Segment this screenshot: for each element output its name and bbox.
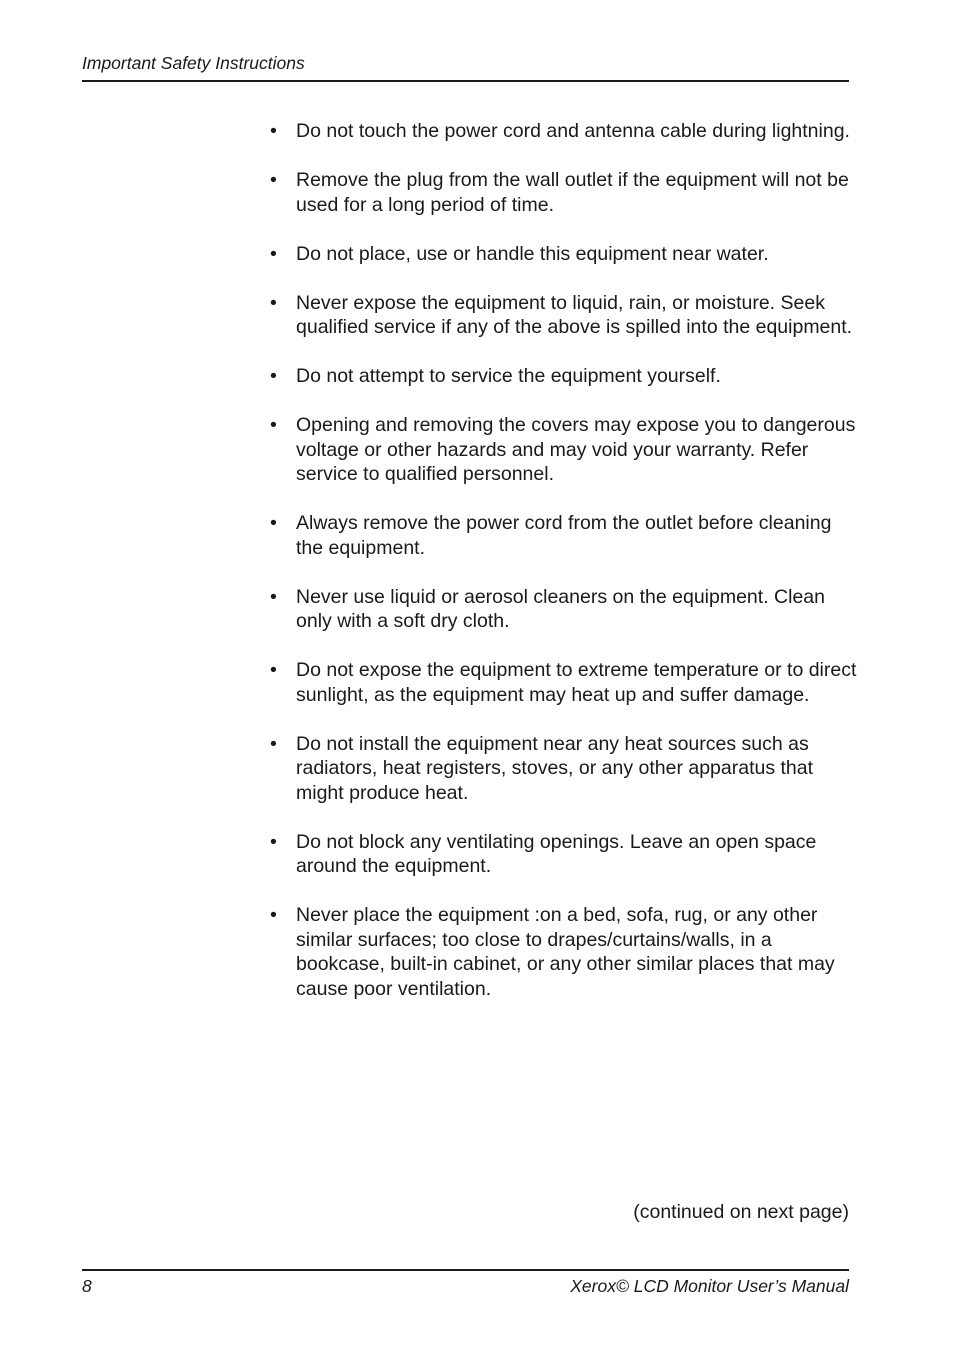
list-item [270, 658, 860, 707]
list-item [270, 168, 860, 217]
instruction-text: Always remove the power cord from the outlet before cleaning the equipment. [296, 512, 832, 559]
footer-rule [82, 1269, 849, 1271]
list-item [270, 585, 860, 634]
continued-note: (continued on next page) [633, 1201, 849, 1223]
bullet-icon: • [270, 585, 277, 608]
instruction-text: Never place the equipment :on a bed, sofa, rug, or any other similar surfaces; too close to drapes/curtains/walls, in a bookcase, built-in cabinet, or any other similar places that may cause poor ventilation. [296, 904, 835, 1000]
list-item [270, 364, 860, 389]
bullet-icon: • [270, 242, 277, 265]
instruction-text: Never expose the equipment to liquid, rain, or moisture. Seek qualified service if any of the above is spilled into the equipment. [296, 291, 853, 338]
list-item [270, 413, 860, 487]
page-number: 8 [82, 1276, 92, 1296]
header-rule [82, 80, 849, 82]
bullet-icon: • [270, 904, 277, 926]
safety-instructions-list [270, 119, 860, 1026]
instruction-text: Do not block any ventilating openings. Leave an open space around the equipment. [296, 830, 817, 877]
list-item [270, 119, 860, 144]
bullet-icon: • [270, 830, 277, 853]
list-item [270, 903, 860, 1001]
bullet-icon: • [270, 732, 277, 755]
instruction-text: Do not attempt to service the equipment yourself. [296, 365, 721, 387]
bullet-icon: • [270, 169, 277, 191]
list-item [270, 511, 860, 560]
bullet-icon: • [270, 291, 277, 314]
instruction-text: Do not expose the equipment to extreme temperature or to direct sunlight, as the equipment may heat up and suffer damage. [296, 659, 857, 706]
running-header-title: Important Safety Instructions [82, 53, 305, 73]
bullet-icon: • [270, 512, 277, 534]
bullet-icon: • [270, 120, 277, 142]
instruction-text: Never use liquid or aerosol cleaners on the equipment. Clean only with a soft dry cloth. [296, 585, 825, 632]
instruction-text: Do not touch the power cord and antenna cable during lightning. [296, 120, 850, 142]
list-item [270, 830, 860, 879]
footer-manual-title: Xerox© LCD Monitor User’s Manual [570, 1276, 849, 1296]
instruction-text: Opening and removing the covers may expose you to dangerous voltage or other hazards and may void your warranty. Refer service to qualified personnel. [296, 414, 856, 485]
bullet-icon: • [270, 659, 277, 681]
instruction-text: Do not place, use or handle this equipment near water. [296, 242, 769, 265]
bullet-icon: • [270, 414, 277, 436]
list-item [270, 242, 860, 267]
bullet-icon: • [270, 365, 277, 387]
list-item [270, 732, 860, 806]
list-item [270, 291, 860, 340]
instruction-text: Do not install the equipment near any heat sources such as radiators, heat registers, stoves, or any other apparatus that might produce heat. [296, 732, 814, 804]
instruction-text: Remove the plug from the wall outlet if the equipment will not be used for a long period of time. [296, 169, 849, 216]
